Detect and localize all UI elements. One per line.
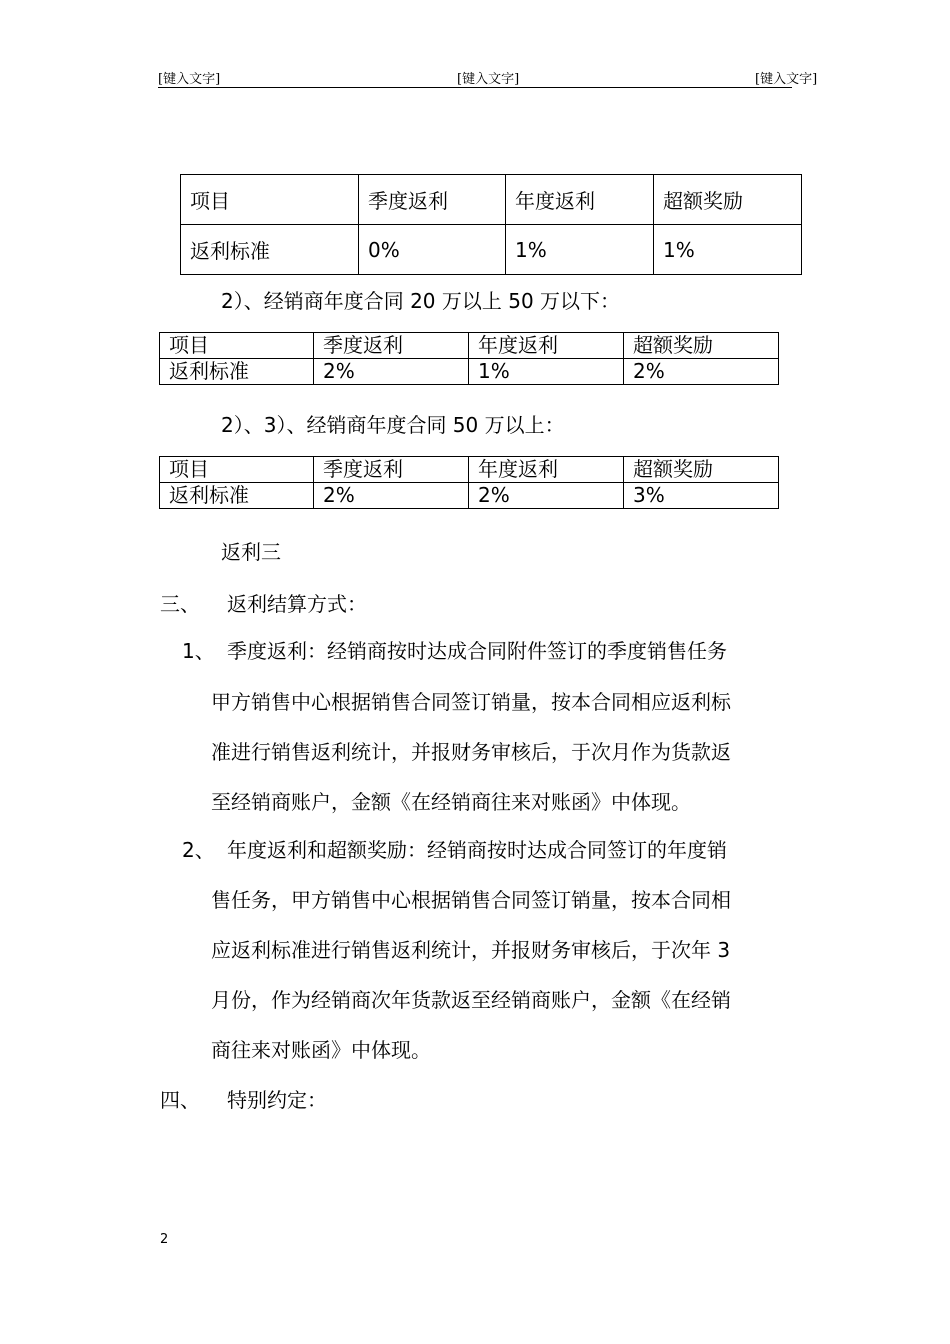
- section-number: 三、: [160, 592, 200, 616]
- table2-heading: 2）、经销商年度合同 20 万以上 50 万以下：: [221, 289, 621, 313]
- section-title: 返利结算方式：: [227, 592, 367, 616]
- header-rule: [158, 87, 792, 88]
- table-row: [181, 225, 802, 275]
- paragraph-line: 售任务，甲方销售中心根据销售合同签订销量，按本合同相: [211, 888, 731, 912]
- table-cell: 季度返利: [314, 457, 469, 483]
- rebate-table-2: [159, 332, 779, 385]
- table-cell: 项目: [160, 333, 314, 359]
- rebate-table-1: [180, 174, 802, 275]
- header-left-text: [键入文字]: [158, 72, 221, 87]
- paragraph-line: 甲方销售中心根据销售合同签订销量，按本合同相应返利标: [211, 690, 731, 714]
- table-cell: 项目: [181, 175, 359, 225]
- table-cell: 2%: [314, 359, 469, 385]
- table-header-row: [160, 333, 779, 359]
- table-cell: 超额奖励: [624, 333, 779, 359]
- table-cell: 返利标准: [181, 225, 359, 275]
- paragraph-line: 年度返利和超额奖励：经销商按时达成合同签订的年度销: [227, 838, 727, 862]
- table-cell: 年度返利: [469, 457, 624, 483]
- table-cell: 2%: [314, 483, 469, 509]
- table-cell: 1%: [654, 225, 802, 275]
- paragraph-line: 季度返利：经销商按时达成合同附件签订的季度销售任务: [227, 639, 727, 663]
- table-cell: 季度返利: [314, 333, 469, 359]
- table-cell: 超额奖励: [624, 457, 779, 483]
- table-row: [160, 483, 779, 509]
- table-header-row: [181, 175, 802, 225]
- header-center-text: [键入文字]: [457, 72, 520, 87]
- paragraph-line: 应返利标准进行销售返利统计，并报财务审核后，于次年 3: [211, 938, 731, 962]
- page-number: 2: [160, 1232, 169, 1247]
- table-cell: 1%: [469, 359, 624, 385]
- table-cell: 年度返利: [506, 175, 654, 225]
- table-cell: 年度返利: [469, 333, 624, 359]
- table-cell: 返利标准: [160, 359, 314, 385]
- rebate-table-3: [159, 456, 779, 509]
- table-cell: 项目: [160, 457, 314, 483]
- section-title: 特别约定：: [227, 1088, 327, 1112]
- item-number: 2、: [182, 838, 215, 862]
- table-cell: 2%: [624, 359, 779, 385]
- paragraph-line: 月份，作为经销商次年货款返至经销商账户，金额《在经销: [211, 988, 731, 1012]
- table-cell: 2%: [469, 483, 624, 509]
- table-cell: 返利标准: [160, 483, 314, 509]
- table-cell: 0%: [359, 225, 506, 275]
- table-cell: 超额奖励: [654, 175, 802, 225]
- table-header-row: [160, 457, 779, 483]
- paragraph-line: 商往来对账函》中体现。: [211, 1038, 431, 1062]
- paragraph-line: 准进行销售返利统计，并报财务审核后，于次月作为货款返: [211, 740, 731, 764]
- paragraph-line: 至经销商账户，金额《在经销商往来对账函》中体现。: [211, 790, 691, 814]
- table-cell: 季度返利: [359, 175, 506, 225]
- table-cell: 3%: [624, 483, 779, 509]
- section-number: 四、: [160, 1088, 200, 1112]
- header-right-text: [键入文字]: [755, 72, 818, 87]
- table3-heading: 2）、3）、经销商年度合同 50 万以上：: [221, 413, 565, 437]
- table-cell: 1%: [506, 225, 654, 275]
- table-row: [160, 359, 779, 385]
- rebate-three-label: 返利三: [221, 540, 281, 564]
- item-number: 1、: [182, 639, 215, 663]
